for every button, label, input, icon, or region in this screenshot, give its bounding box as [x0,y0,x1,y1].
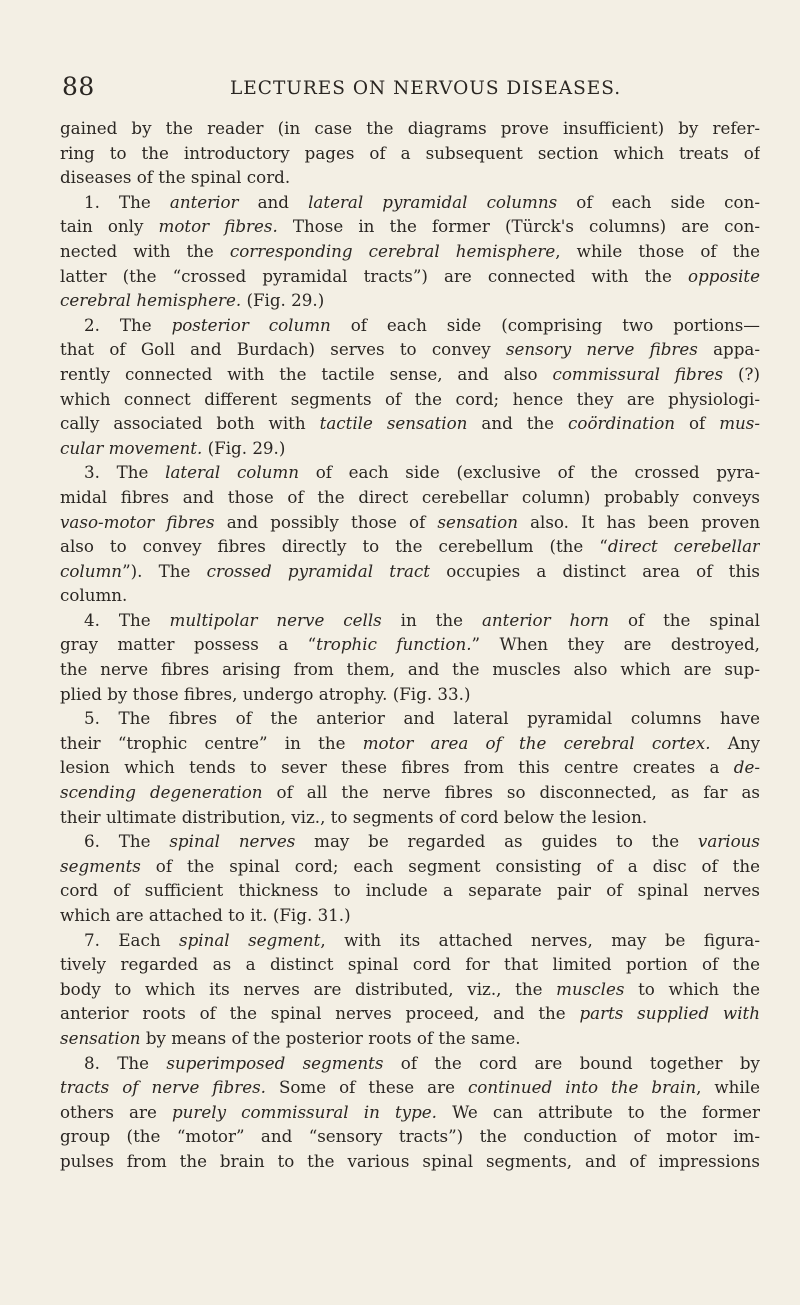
text-run: Any [710,732,760,753]
text-run: (?) [723,363,760,384]
text-line [60,682,760,707]
text-run: of each side con- [557,191,760,212]
italic-text: continued into the brain [467,1077,697,1098]
text-run: pulses from the brain to the various spinal segments, and of impressions [60,1150,760,1171]
text-line [60,1100,760,1125]
text-run: their “trophic centre” in the [60,732,363,753]
italic-text: crossed pyramidal tract [206,560,430,581]
italic-text: commissural fibres [552,363,724,384]
text-line [60,141,760,166]
italic-text: sensation [60,1027,141,1048]
italic-text: tracts of nerve fibres. [60,1077,266,1098]
text-run: appa- [697,339,760,360]
italic-text: de- [733,757,760,778]
running-head: LECTURES ON NERVOUS DISEASES. [230,78,622,99]
text-run: group (the “motor” and “sensory tracts”) the conduction of motor im- [60,1126,760,1147]
text-run: (Fig. 29.) [202,437,286,458]
body-text [60,116,760,1174]
text-run: ”). The [122,560,207,581]
text-run: and [238,191,309,212]
italic-text: trophic function. [316,634,472,655]
text-run: diseases of the spinal cord. [60,167,291,188]
page-header [0,72,800,106]
text-line [60,313,760,338]
text-line [60,460,760,485]
italic-text: lateral pyramidal columns [308,191,558,212]
text-run: 8. The [84,1052,167,1073]
text-line [60,288,760,313]
text-run: lesion which tends to sever these fibres from this centre creates a [60,757,734,778]
italic-text: direct cerebellar [607,536,760,557]
text-line [60,337,760,362]
text-run: plied by those fibres, undergo atrophy. (Fig. 33.) [60,683,471,704]
italic-text: spinal segment [179,929,321,950]
text-line [60,1026,760,1051]
text-run: tain only [60,216,159,237]
text-line [60,116,760,141]
text-run: of [675,413,720,434]
italic-text: sensory nerve fibres [505,339,698,360]
text-run: and the [467,413,569,434]
italic-text: opposite [688,265,760,286]
text-run: 6. The [84,831,170,852]
text-run: may be regarded as guides to the [295,831,698,852]
italic-text: muscles [556,978,625,999]
text-line [60,190,760,215]
text-run: , while [696,1077,760,1098]
text-run: by means of the posterior roots of the same. [140,1027,521,1048]
italic-text: cerebral hemisphere. [60,290,242,311]
italic-text: purely commissural in type. [171,1101,437,1122]
text-line [60,485,760,510]
text-run: latter (the “crossed pyramidal tracts”) are connected with the [60,265,689,286]
text-run: others are [60,1101,172,1122]
text-run: of each side (comprising two portions— [330,314,760,335]
text-run: to which the [624,978,760,999]
italic-text: scending degeneration [60,782,263,803]
text-line [60,1124,760,1149]
text-line [60,755,760,780]
text-line [60,632,760,657]
italic-text: lateral column [165,462,299,483]
text-run: 2. The [84,314,172,335]
text-run: which connect different segments of the cord; hence they are physiologi- [60,388,760,409]
text-run: , with its attached nerves, may be figura- [320,929,760,950]
italic-text: corresponding cerebral hemisphere [229,240,556,261]
italic-text: spinal nerves [169,831,296,852]
italic-text: sensation [437,511,518,532]
text-run: ring to the introductory pages of a subsequent section which treats of [60,142,760,163]
italic-text: multipolar nerve cells [169,609,382,630]
text-run: of each side (exclusive of the crossed pyra- [299,462,760,483]
text-run: body to which its nerves are distributed, viz., the [60,978,557,999]
italic-text: motor area of the cerebral cortex. [362,732,711,753]
text-run: 5. The fibres of the anterior and lateral pyramidal columns have [84,708,760,729]
text-line [60,608,760,633]
italic-text: mus- [719,413,760,434]
text-run: Those in the former (Türck's columns) are con- [277,216,760,237]
text-run: cally associated both with [60,413,320,434]
text-line [60,977,760,1002]
text-line [60,387,760,412]
text-run: their ultimate distribution, viz., to segments of cord below the lesion. [60,806,648,827]
italic-text: parts supplied with [579,1003,760,1024]
text-line [60,706,760,731]
text-run: 4. The [84,609,170,630]
text-run: occupies a distinct area of this [429,560,760,581]
text-run: midal fibres and those of the direct cerebellar column) probably conveys [60,486,760,507]
text-line [60,239,760,264]
text-run: 7. Each [84,929,180,950]
italic-text: superimposed segments [166,1052,384,1073]
text-run: We can attribute to the former [436,1101,760,1122]
text-run: that of Goll and Burdach) serves to convey [60,339,506,360]
text-line [60,829,760,854]
italic-text: tactile sensation [319,413,468,434]
text-run: of all the nerve fibres so disconnected, as far as [262,782,760,803]
text-run: nected with the [60,240,230,261]
text-line [60,559,760,584]
text-line [60,1075,760,1100]
italic-text: posterior column [171,314,331,335]
text-run: (Fig. 29.) [241,290,325,311]
text-run: of the cord are bound together by [383,1052,760,1073]
text-line [60,731,760,756]
text-run: , while those of the [555,240,760,261]
text-line [60,1001,760,1026]
text-run: ” When they are destroyed, [471,634,760,655]
text-line [60,928,760,953]
text-line [60,952,760,977]
text-run: 3. The [84,462,166,483]
text-run: anterior roots of the spinal nerves proceed, and the [60,1003,580,1024]
text-run: gained by the reader (in case the diagrams prove insufficient) by refer- [60,118,760,138]
text-run: of the spinal [609,609,760,630]
text-line [60,1051,760,1076]
text-run: 1. The [84,191,170,212]
text-run: Some of these are [265,1077,468,1098]
text-run: also. It has been proven [517,511,760,532]
italic-text: column [60,560,123,581]
text-line [60,411,760,436]
text-line [60,214,760,239]
text-line [60,165,760,190]
text-run: gray matter possess a “ [60,634,317,655]
italic-text: cular movement. [60,437,203,458]
text-run: and possibly those of [214,511,438,532]
text-run: tively regarded as a distinct spinal cord for that limited portion of the [60,954,760,975]
text-line [60,805,760,830]
italic-text: anterior horn [481,609,610,630]
text-line [60,583,760,608]
text-line [60,854,760,879]
text-run: which are attached to it. (Fig. 31.) [60,905,351,925]
text-run: rently connected with the tactile sense, and also [60,363,553,384]
text-line [60,780,760,805]
text-line [60,362,760,387]
italic-text: anterior [169,191,239,212]
italic-text: motor fibres. [158,216,278,237]
italic-text: coördination [568,413,676,434]
italic-text: segments [60,855,141,876]
text-line [60,1149,760,1174]
text-line [60,903,760,928]
text-line [60,510,760,535]
text-run: of the spinal cord; each segment consisting of a disc of the [140,855,760,876]
text-run: the nerve fibres arising from them, and the muscles also which are sup- [60,659,760,680]
text-line [60,878,760,903]
text-run: column. [60,585,128,606]
text-line [60,657,760,682]
italic-text: various [697,831,760,852]
page-number: 88 [62,72,95,101]
text-line [60,534,760,559]
italic-text: vaso-motor fibres [60,511,215,532]
text-run: cord of sufficient thickness to include a separate pair of spinal nerves [60,880,760,901]
text-run: in the [381,609,482,630]
text-line [60,436,760,461]
text-run: also to convey fibres directly to the cerebellum (the “ [60,536,608,557]
text-line [60,264,760,289]
